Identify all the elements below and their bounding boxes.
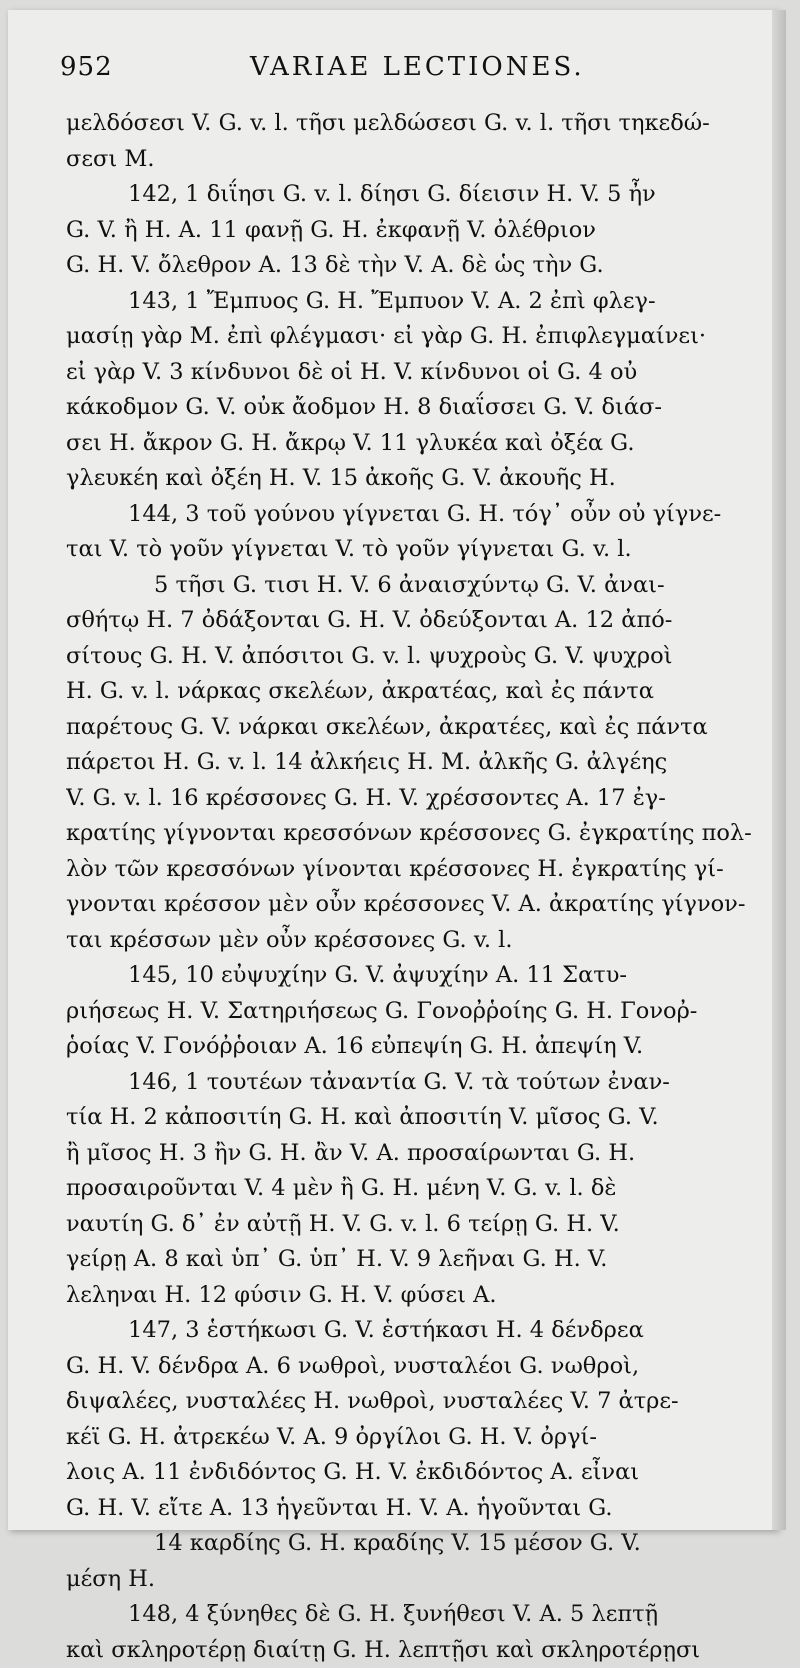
text-line: 14 καρδίης G. H. κραδίης V. 15 μέσον G. V. bbox=[66, 1526, 774, 1562]
text-line: καὶ σκληροτέρῃ διαίτῃ G. H. λεπτῇσι καὶ σκληροτέρῃσι bbox=[66, 1633, 774, 1668]
text-line: κάκοδμον G. V. οὐκ ἄοδμον H. 8 διαΐσσει G. V. διάσ- bbox=[66, 390, 774, 426]
text-line: τία H. 2 κἀποσιτίη G. H. καὶ ἀποσιτίη V. μῖσος G. V. bbox=[66, 1100, 774, 1136]
text-line: παρέτους G. V. νάρκαι σκελέων, ἀκρατέες, καὶ ἐς πάντα bbox=[66, 710, 774, 746]
text-line: 145, 10 εὐψυχίην G. V. ἀψυχίην A. 11 Σατυ- bbox=[66, 958, 774, 994]
text-line: κρατίης γίγνονται κρεσσόνων κρέσσονες G. ἐγκρατίης πολ- bbox=[66, 816, 774, 852]
text-line: λὸν τῶν κρεσσόνων γίνονται κρέσσονες H. ἐγκρατίης γί- bbox=[66, 852, 774, 888]
running-title: VARIAE LECTIONES. bbox=[250, 52, 585, 82]
text-line: G. H. V. εἴτε A. 13 ἡγεῦνται H. V. A. ἡγοῦνται G. bbox=[66, 1491, 774, 1527]
text-line: G. H. V. δένδρα A. 6 νωθροὶ, νυσταλέοι G. νωθροὶ, bbox=[66, 1349, 774, 1385]
text-line: 142, 1 διΐησι G. v. l. δίησι G. δίεισιν H. V. 5 ἦν bbox=[66, 177, 774, 213]
text-line: σει H. ἄκρον G. H. ἄκρῳ V. 11 γλυκέα καὶ ὀξέα G. bbox=[66, 426, 774, 462]
text-line: γλευκέη καὶ ὀξέη H. V. 15 ἀκοῆς G. V. ἀκουῆς H. bbox=[66, 461, 774, 497]
text-line: πάρετοι H. G. v. l. 14 ἀλκήεις H. M. ἀλκῆς G. ἀλγέης bbox=[66, 745, 774, 781]
text-line: 147, 3 ἑστήκωσι G. V. ἑστήκασι H. 4 δένδρεα bbox=[66, 1313, 774, 1349]
text-line: G. H. V. ὄλεθρον A. 13 δὲ τὴν V. A. δὲ ὡς τὴν G. bbox=[66, 248, 774, 284]
text-line: διψαλέες, νυσταλέες H. νωθροὶ, νυσταλέες V. 7 ἀτρε- bbox=[66, 1384, 774, 1420]
text-line: G. V. ἢ H. A. 11 φανῇ G. H. ἐκφανῇ V. ὀλέθριον bbox=[66, 213, 774, 249]
text-line: ἢ μῖσος H. 3 ἢν G. H. ἂν V. A. προσαίρωνται G. H. bbox=[66, 1136, 774, 1172]
text-line: ναυτίη G. δ᾽ ἐν αὐτῇ H. V. G. v. l. 6 τείρῃ G. H. V. bbox=[66, 1207, 774, 1243]
text-line: ται κρέσσων μὲν οὖν κρέσσονες G. v. l. bbox=[66, 923, 774, 959]
text-line: μέση H. bbox=[66, 1562, 774, 1598]
page-edge-shadow bbox=[772, 10, 786, 1530]
text-line: προσαιροῦνται V. 4 μὲν ἢ G. H. μένη V. G. v. l. δὲ bbox=[66, 1171, 774, 1207]
text-line: σίτους G. H. V. ἀπόσιτοι G. v. l. ψυχροὺς G. V. ψυχροὶ bbox=[66, 639, 774, 675]
text-line: μελδόσεσι V. G. v. l. τῆσι μελδώσεσι G. v. l. τῆσι τηκεδώ- bbox=[66, 106, 774, 142]
apparatus-text bbox=[66, 106, 774, 1668]
text-line: ῥοίας V. Γονόῤῥοιαν A. 16 εὐπεψίη G. H. ἀπεψίη V. bbox=[66, 1029, 774, 1065]
text-line: μασίῃ γὰρ M. ἐπὶ φλέγμασι· εἰ γὰρ G. H. ἐπιφλεγμαίνει· bbox=[66, 319, 774, 355]
text-line: λεληναι H. 12 φύσιν G. H. V. φύσει A. bbox=[66, 1278, 774, 1314]
text-line: κέϊ G. H. ἀτρεκέω V. A. 9 ὀργίλοι G. H. V. ὀργί- bbox=[66, 1420, 774, 1456]
text-line: γνονται κρέσσον μὲν οὖν κρέσσονες V. A. ἀκρατίης γίγνον- bbox=[66, 887, 774, 923]
text-line: ται V. τὸ γοῦν γίγνεται V. τὸ γοῦν γίγνεται G. v. l. bbox=[66, 532, 774, 568]
book-page bbox=[8, 10, 778, 1530]
text-line: H. G. v. l. νάρκας σκελέων, ἀκρατέας, καὶ ἐς πάντα bbox=[66, 674, 774, 710]
text-line: εἰ γὰρ V. 3 κίνδυνοι δὲ οἱ H. V. κίνδυνοι οἱ G. 4 οὐ bbox=[66, 355, 774, 391]
text-line: 143, 1 Ἔμπυος G. H. Ἔμπυον V. A. 2 ἐπὶ φλεγ- bbox=[66, 284, 774, 320]
page-number: 952 bbox=[60, 52, 113, 82]
text-line: 146, 1 τουτέων τἀναντία G. V. τὰ τούτων ἐναν- bbox=[66, 1065, 774, 1101]
text-line: σεσι M. bbox=[66, 142, 774, 178]
text-line: V. G. v. l. 16 κρέσσονες G. H. V. χρέσσοντες A. 17 ἐγ- bbox=[66, 781, 774, 817]
text-line: 5 τῆσι G. τισι H. V. 6 ἀναισχύντῳ G. V. ἀναι- bbox=[66, 568, 774, 604]
text-line: λοις A. 11 ἐνδιδόντος G. H. V. ἐκδιδόντος A. εἶναι bbox=[66, 1455, 774, 1491]
text-line: γείρῃ A. 8 καὶ ὑπ᾽ G. ὑπ᾽ H. V. 9 λεῆναι G. H. V. bbox=[66, 1242, 774, 1278]
text-line: ριήσεως H. V. Σατηριήσεως G. Γονοῤῥοίης G. H. Γονοῤ- bbox=[66, 994, 774, 1030]
text-line: 148, 4 ξύνηθες δὲ G. H. ξυνήθεσι V. A. 5 λεπτῇ bbox=[66, 1597, 774, 1633]
text-line: 144, 3 τοῦ γούνου γίγνεται G. H. τόγ᾽ οὖν οὐ γίγνε- bbox=[66, 497, 774, 533]
text-line: σθήτῳ H. 7 ὀδάξονται G. H. V. ὀδεύξονται A. 12 ἀπό- bbox=[66, 603, 774, 639]
